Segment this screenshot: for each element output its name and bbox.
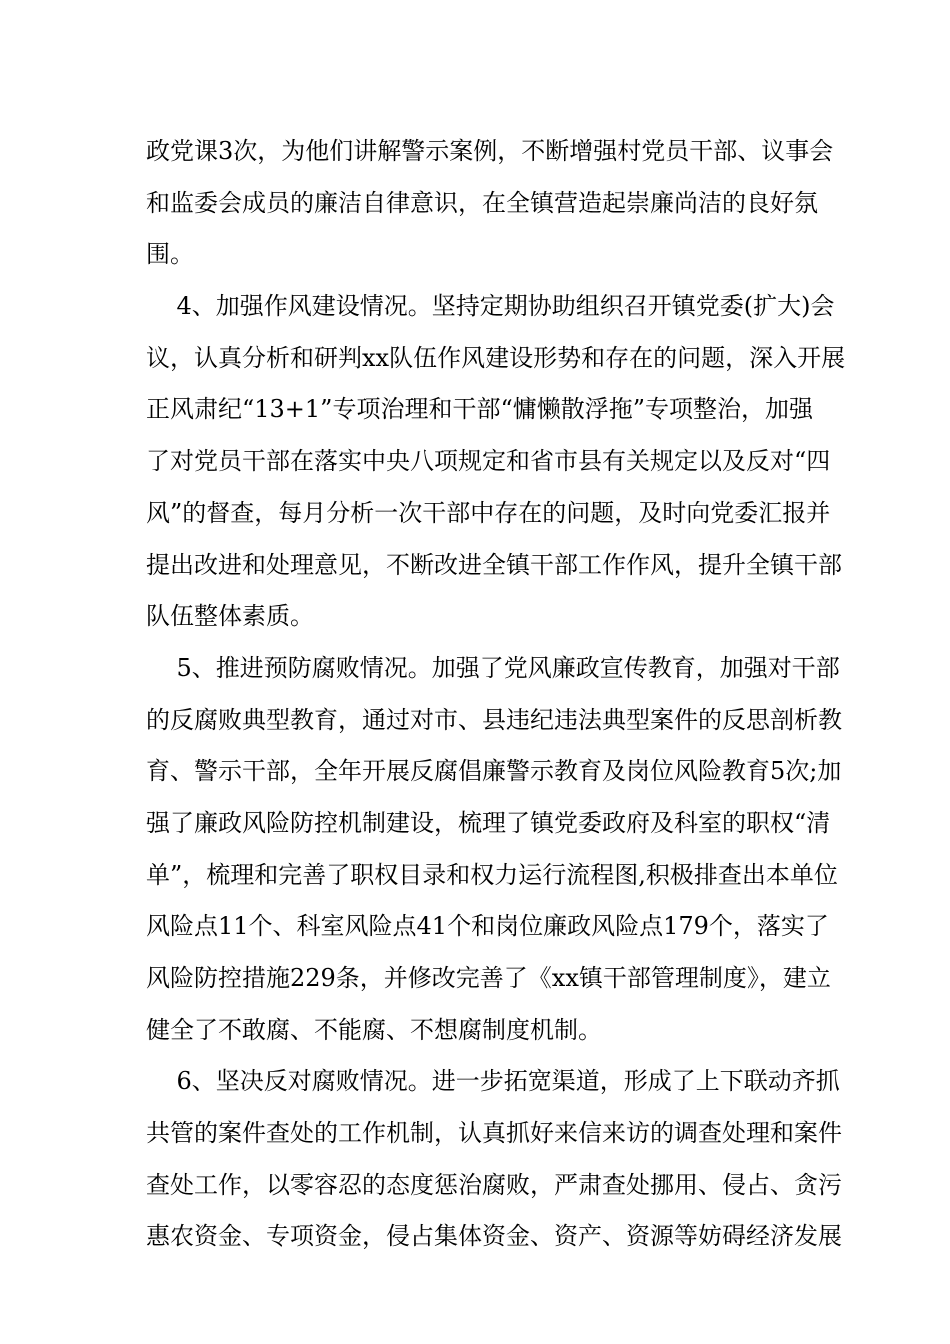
text-line: 风”的督查，每月分析一次干部中存在的问题，及时向党委汇报并 (146, 498, 831, 527)
document-body (146, 126, 846, 1263)
text-line: 提出改进和处理意见，不断改进全镇干部工作作风，提升全镇干部 (146, 550, 842, 579)
text-line: 围。 (146, 240, 194, 269)
text-line: 议，认真分析和研判xx队伍作风建设形势和存在的问题，深入开展 (146, 343, 846, 372)
text-line: 惠农资金、专项资金，侵占集体资金、资产、资源等妨碍经济发展 (146, 1222, 842, 1251)
text-line: 了对党员干部在落实中央八项规定和省市县有关规定以及反对“四 (146, 447, 831, 476)
text-line: 4、加强作风建设情况。坚持定期协助组织召开镇党委(扩大)会 (146, 292, 835, 321)
text-line: 健全了不敢腐、不能腐、不想腐制度机制。 (146, 1015, 602, 1044)
text-line: 查处工作，以零容忍的态度惩治腐败，严肃查处挪用、侵占、贪污 (146, 1170, 842, 1199)
text-line: 5、推进预防腐败情况。加强了党风廉政宣传教育，加强对干部 (146, 653, 840, 682)
text-line: 和监委会成员的廉洁自律意识，在全镇营造起崇廉尚洁的良好氛 (146, 188, 818, 217)
text-line: 育、警示干部，全年开展反腐倡廉警示教育及岗位风险教育5次;加 (146, 757, 842, 786)
text-line: 强了廉政风险防控机制建设，梳理了镇党委政府及科室的职权“清 (146, 808, 831, 837)
text-line: 的反腐败典型教育，通过对市、县违纪违法典型案件的反思剖析教 (146, 705, 842, 734)
text-line: 风险点11个、科室风险点41个和岗位廉政风险点179个，落实了 (146, 912, 829, 941)
text-line: 队伍整体素质。 (146, 602, 314, 631)
text-line: 政党课3次，为他们讲解警示案例，不断增强村党员干部、议事会 (146, 137, 834, 165)
text-line: 单”，梳理和完善了职权目录和权力运行流程图,积极排查出本单位 (146, 860, 838, 889)
text-line: 正风肃纪“13+1”专项治理和干部“慵懒散浮拖”专项整治，加强 (146, 395, 813, 424)
text-line: 6、坚决反对腐败情况。进一步拓宽渠道，形成了上下联动齐抓 (146, 1067, 840, 1096)
text-line: 风险防控措施229条，并修改完善了《xx镇干部管理制度》，建立 (146, 964, 831, 992)
text-line: 共管的案件查处的工作机制，认真抓好来信来访的调查处理和案件 (146, 1119, 842, 1148)
